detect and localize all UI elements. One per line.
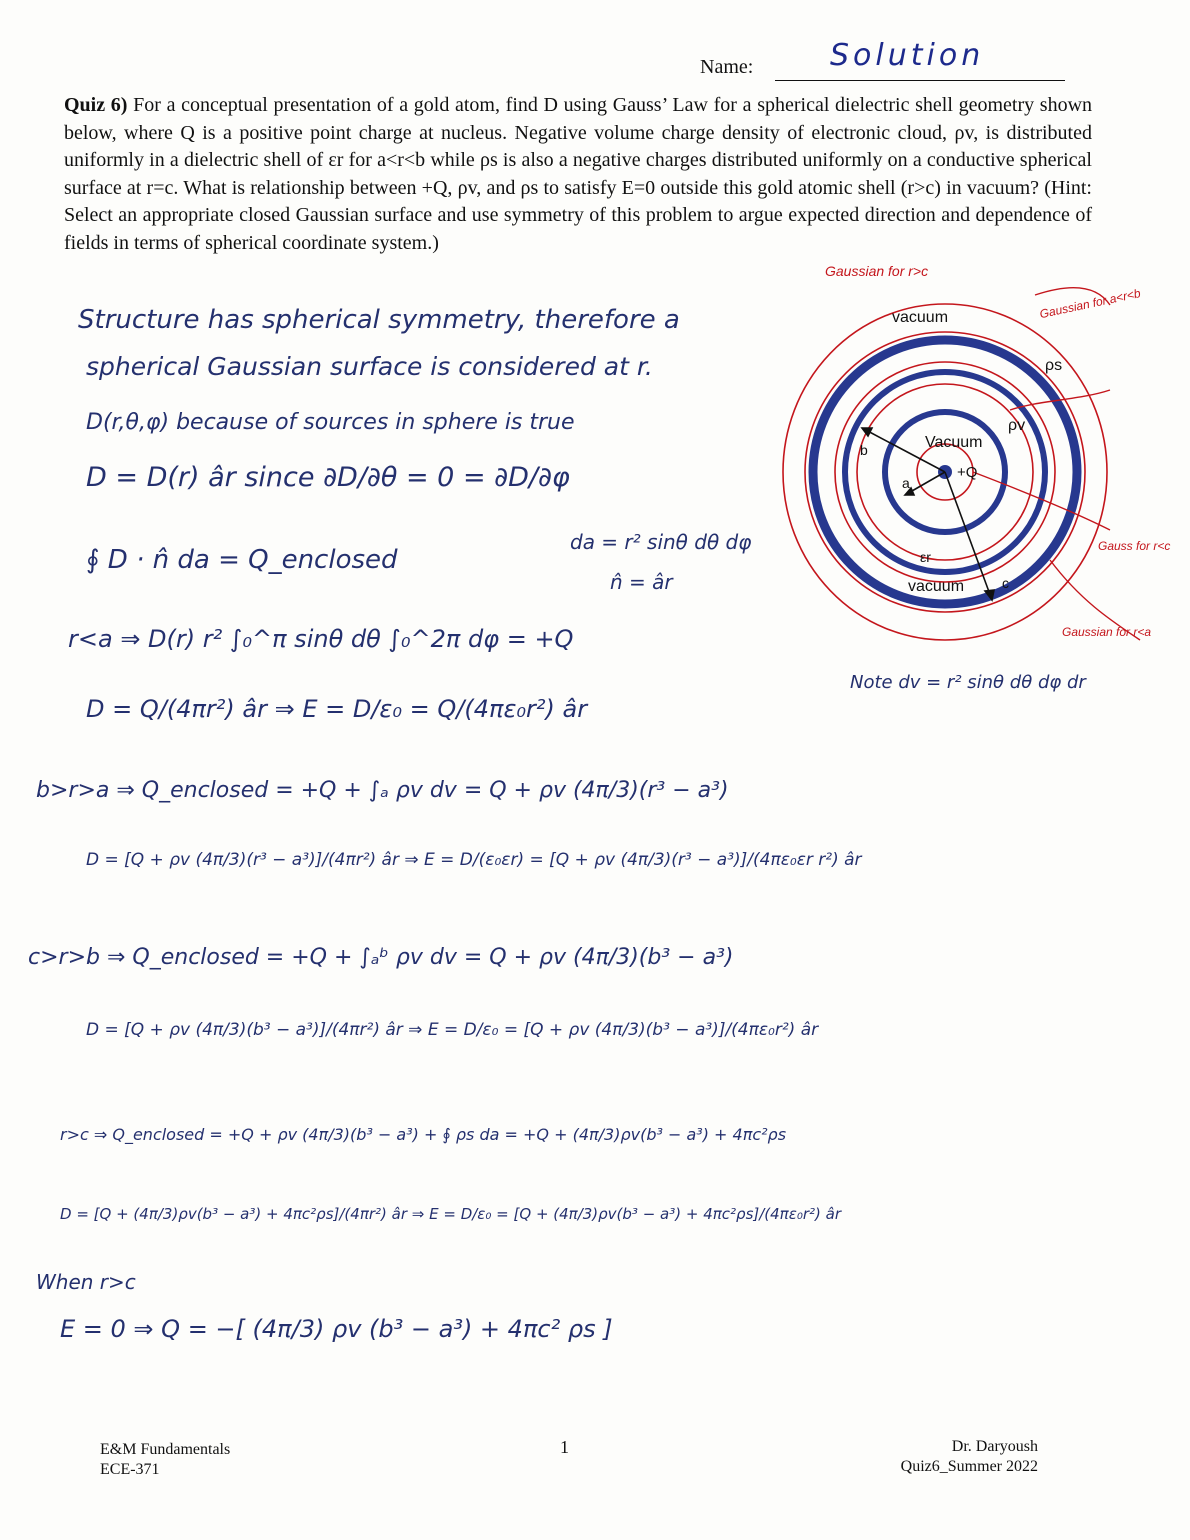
radius-arrows <box>862 428 994 600</box>
problem-label: Quiz 6) <box>64 94 128 116</box>
solution-line-2: spherical Gaussian surface is considered at r. <box>86 352 653 381</box>
arrow-b-head <box>862 428 872 436</box>
solution-line-6: r<a ⇒ D(r) r² ∫₀^π sinθ dθ ∫₀^2π dφ = +Q <box>68 625 574 653</box>
label-a: a <box>902 475 910 491</box>
annot-gauss-arb: Gaussian for a<r<b <box>1038 286 1142 322</box>
solution-line-15: E = 0 ⇒ Q = −[ (4π/3) ρv (b³ − a³) + 4πc² ρs ] <box>60 1315 613 1343</box>
label-rho-s: ρs <box>1045 357 1063 374</box>
gold-atom-figure <box>780 260 1190 720</box>
footer-course: E&M Fundamentals <box>100 1441 231 1458</box>
annot-gauss-brc: Gauss for r<c <box>1098 539 1171 553</box>
solution-line-3: D(r,θ,φ) because of sources in sphere is true <box>86 410 575 435</box>
problem-statement <box>64 92 1092 257</box>
solution-line-1: Structure has spherical symmetry, therefore a <box>78 305 680 335</box>
solution-line-7: D = Q/(4πr²) âr ⇒ E = D/ε₀ = Q/(4πε₀r²) âr <box>86 695 588 723</box>
annot-gauss-ra: Gaussian for r<a <box>1062 625 1152 639</box>
footer-quiz: Quiz6_Summer 2022 <box>900 1458 1038 1475</box>
solution-line-9: D = [Q + ρv (4π/3)(r³ − a³)]/(4πr²) âr ⇒ E = D/(ε₀εr) = [Q + ρv (4π/3)(r³ − a³)]/(4πε₀εr r²) âr <box>86 850 862 870</box>
label-eps: εr <box>920 549 931 565</box>
solution-line-7b: Note dv = r² sinθ dθ dφ dr <box>850 672 1086 693</box>
footer-author: Dr. Daryoush <box>951 1438 1038 1455</box>
solution-line-10: c>r>b ⇒ Q_enclosed = +Q + ∫ₐᵇ ρv dv = Q + ρv (4π/3)(b³ − a³) <box>28 945 734 970</box>
problem-text: For a conceptual presentation of a gold atom, find D using Gauss’ Law for a spherical dielectric shell geometry shown below, where Q is a positive point charge at nucleus. Negative volume charge density of electronic cloud, ρv, is distributed uniformly in a dielectric shell of εr for a<r<b while ρs is also a negative charges distributed uniformly on a conductive spherical surface at r=c. What is relationship between +Q, ρv, and ρs to satisfy E=0 outside this gold atomic shell (r>c) in vacuum? (Hint: Select an appropriate closed Gaussian surface and use symmetry of this problem to argue expected direction and dependence of fields in terms of spherical coordinate system.) <box>64 94 1093 254</box>
label-vacuum-top: vacuum <box>892 309 949 326</box>
page-number: 1 <box>560 1437 569 1457</box>
solution-line-12: r>c ⇒ Q_enclosed = +Q + ρv (4π/3)(b³ − a³) + ∮ ρs da = +Q + (4π/3)ρv(b³ − a³) + 4πc²ρs <box>60 1125 787 1144</box>
solution-line-11: D = [Q + ρv (4π/3)(b³ − a³)]/(4πr²) âr ⇒ E = D/ε₀ = [Q + ρv (4π/3)(b³ − a³)]/(4πε₀r²) âr <box>86 1020 819 1040</box>
footer-right <box>880 1437 1038 1477</box>
solution-line-4: D = D(r) âr since ∂D/∂θ = 0 = ∂D/∂φ <box>86 462 570 493</box>
label-vacuum-center: Vacuum <box>925 434 983 451</box>
solution-line-14: When r>c <box>36 1270 136 1294</box>
footer-left <box>100 1440 230 1480</box>
solution-line-13: D = [Q + (4π/3)ρv(b³ − a³) + 4πc²ρs]/(4πr²) âr ⇒ E = D/ε₀ = [Q + (4π/3)ρv(b³ − a³) + 4πc²ρs]/(4πε₀r²) âr <box>60 1205 841 1223</box>
annot-gauss-rc: Gaussian for r>c <box>825 263 929 279</box>
footer-code: ECE-371 <box>100 1461 160 1478</box>
label-b: b <box>860 442 868 458</box>
name-label: Name: <box>700 56 754 78</box>
name-value: Solution <box>830 38 985 73</box>
solution-line-5c: n̂ = âr <box>610 570 673 594</box>
label-charge: +Q <box>957 464 978 481</box>
label-vacuum-bottom: vacuum <box>908 578 965 595</box>
solution-line-8: b>r>a ⇒ Q_enclosed = +Q + ∫ₐ ρv dv = Q + ρv (4π/3)(r³ − a³) <box>36 778 729 803</box>
label-rho-v: ρv <box>1008 417 1026 434</box>
solution-line-5b: da = r² sinθ dθ dφ <box>570 530 752 554</box>
name-underline <box>775 80 1065 81</box>
solution-line-5: ∮ D · n̂ da = Q_enclosed <box>86 545 398 575</box>
annotation-leaders <box>973 288 1140 640</box>
label-c: c <box>1002 575 1009 591</box>
